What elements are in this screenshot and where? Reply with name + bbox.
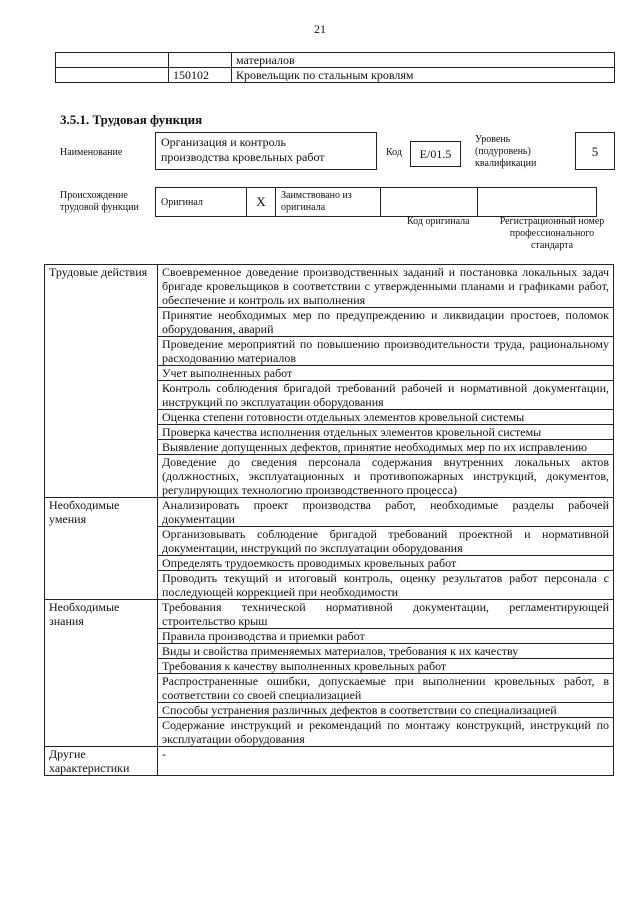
function-details-table [44, 264, 614, 776]
section-category-continuation [45, 644, 158, 659]
section-item: Проводить текущий и итоговый контроль, оценку результатов работ персонала с последующей коррекцией при необходимости [158, 571, 614, 600]
section-category-continuation [45, 410, 158, 425]
section-category-continuation [45, 337, 158, 366]
details-row [45, 265, 614, 308]
origin-code-caption: Код оригинала [407, 216, 470, 227]
section-item: Виды и свойства применяемых материалов, требования к их качеству [158, 644, 614, 659]
section-category-continuation [45, 425, 158, 440]
top-table-text: материалов [232, 53, 615, 68]
function-name-line1: Организация и контроль [161, 135, 286, 149]
details-row [45, 498, 614, 527]
origin-borrowed-line2: оригинала [281, 202, 326, 213]
details-row [45, 659, 614, 674]
details-row [45, 366, 614, 381]
page-number: 21 [314, 22, 326, 36]
section-item: Способы устранения различных дефектов в соответствии со специализацией [158, 703, 614, 718]
origin-table [155, 187, 597, 217]
top-table-row [56, 68, 615, 83]
section-category-continuation [45, 455, 158, 498]
origin-borrowed [276, 188, 381, 217]
details-row [45, 440, 614, 455]
details-row [45, 556, 614, 571]
details-row [45, 381, 614, 410]
section-item: Выявление допущенных дефектов, принятие необходимых мер по их исправлению [158, 440, 614, 455]
level-label-line2: (подуровень) [475, 146, 531, 157]
section-item: Своевременное доведение производственных заданий и постановка локальных задач бригаде кровельщиков в соответствии с утвержденными планами и графиками работ, обеспечение и контроль их выполнения [158, 265, 614, 308]
origin-borrowed-line1: Заимствовано из [281, 190, 352, 201]
code-label: Код [386, 147, 402, 158]
section-category-continuation [45, 440, 158, 455]
origin-label-line1: Происхождение [60, 190, 128, 201]
details-row [45, 718, 614, 747]
section-item: Доведение до сведения персонала содержания внутренних локальных актов (должностных, эксплуатационных и противопожарных инструкций, документов, регулирующих технологию производственного процесса) [158, 455, 614, 498]
top-table-text: Кровельщик по стальным кровлям [232, 68, 615, 83]
section-category-continuation [45, 718, 158, 747]
section-item: Организовывать соблюдение бригадой требований проектной и нормативной документации, инструкций по эксплуатации оборудования [158, 527, 614, 556]
details-row [45, 337, 614, 366]
details-row [45, 308, 614, 337]
section-item: Контроль соблюдения бригадой требований рабочей и нормативной документации, инструкций по эксплуатации оборудования [158, 381, 614, 410]
details-row [45, 644, 614, 659]
details-row [45, 410, 614, 425]
origin-label [60, 190, 139, 214]
section-category-continuation [45, 571, 158, 600]
origin-reg-caption-line3: стандарта [530, 240, 574, 251]
top-table-empty-cell [56, 53, 169, 68]
details-row [45, 571, 614, 600]
origin-original: Оригинал [156, 188, 247, 217]
section-item: - [158, 747, 614, 776]
origin-reg-cell [478, 188, 597, 217]
details-row [45, 425, 614, 440]
details-row [45, 455, 614, 498]
details-row [45, 747, 614, 776]
section-category: Необходимые знания [45, 600, 158, 629]
section-item: Оценка степени готовности отдельных элементов кровельной системы [158, 410, 614, 425]
section-category-continuation [45, 659, 158, 674]
section-category: Трудовые действия [45, 265, 158, 308]
details-row [45, 527, 614, 556]
top-table-code [169, 53, 232, 68]
section-item: Требования технической нормативной документации, регламентирующей строительство крыш [158, 600, 614, 629]
section-item: Проведение мероприятий по повышению производительности труда, рациональному расходованию материалов [158, 337, 614, 366]
section-item: Содержание инструкций и рекомендаций по монтажу конструкций, инструкций по эксплуатации оборудования [158, 718, 614, 747]
section-category-continuation [45, 556, 158, 571]
section-item: Анализировать проект производства работ, необходимые разделы рабочей документации [158, 498, 614, 527]
details-row [45, 629, 614, 644]
top-table-code: 150102 [169, 68, 232, 83]
section-item: Учет выполненных работ [158, 366, 614, 381]
function-name-box [155, 132, 377, 170]
details-row [45, 703, 614, 718]
level-label [475, 134, 536, 170]
level-label-line1: Уровень [475, 134, 511, 145]
origin-reg-caption-line1: Регистрационный номер [499, 216, 605, 227]
origin-reg-caption [487, 216, 617, 252]
section-heading: 3.5.1. Трудовая функция [60, 112, 203, 127]
code-value: E/01.5 [410, 141, 461, 167]
level-value: 5 [575, 132, 615, 170]
section-category-continuation [45, 674, 158, 703]
section-category: Другие характеристики [45, 747, 158, 776]
section-item: Определять трудоемкость проводимых кровельных работ [158, 556, 614, 571]
section-category-continuation [45, 703, 158, 718]
origin-reg-caption-line2: профессионального [509, 228, 595, 239]
section-category-continuation [45, 381, 158, 410]
section-category: Необходимые умения [45, 498, 158, 527]
section-item: Требования к качеству выполненных кровельных работ [158, 659, 614, 674]
top-table [55, 52, 615, 83]
details-row [45, 600, 614, 629]
section-category-continuation [45, 366, 158, 381]
section-item: Проверка качества исполнения отдельных элементов кровельной системы [158, 425, 614, 440]
section-category-continuation [45, 308, 158, 337]
section-category-continuation [45, 527, 158, 556]
section-item: Правила производства и приемки работ [158, 629, 614, 644]
origin-code-cell [381, 188, 478, 217]
section-item: Принятие необходимых мер по предупреждению и ликвидации простоев, поломок оборудования, аварий [158, 308, 614, 337]
top-table-empty-cell [56, 68, 169, 83]
function-name-line2: производства кровельных работ [161, 150, 325, 164]
section-category-continuation [45, 629, 158, 644]
name-label: Наименование [60, 147, 123, 158]
level-label-line3: квалификации [475, 158, 537, 169]
origin-label-line2: трудовой функции [60, 202, 139, 213]
top-table-row [56, 53, 615, 68]
section-item: Распространенные ошибки, допускаемые при выполнении кровельных работ, в соответствии со своей специализацией [158, 674, 614, 703]
details-row [45, 674, 614, 703]
origin-mark: X [247, 188, 276, 217]
